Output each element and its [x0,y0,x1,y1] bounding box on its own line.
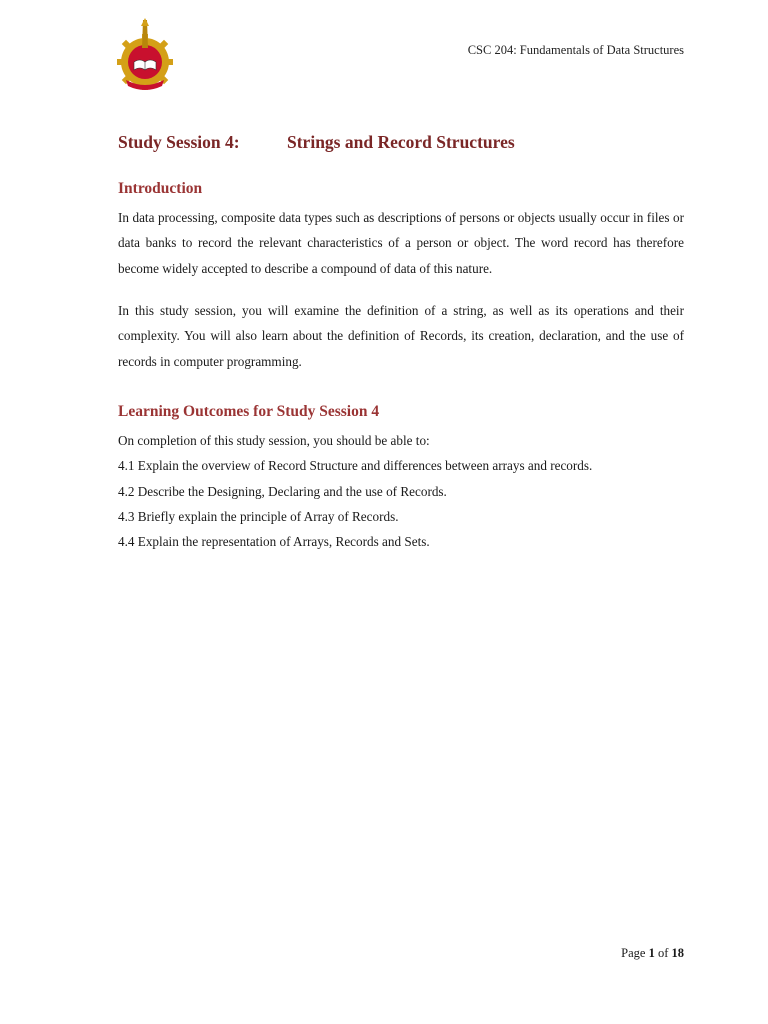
outcome-item: 4.2 Describe the Designing, Declaring and the use of Records. [118,483,447,499]
learning-outcomes-heading: Learning Outcomes for Study Session 4 [118,403,380,420]
of-word: of [657,946,669,960]
session-number: Study Session 4: [118,132,240,152]
page-total: 18 [671,946,684,960]
outcome-item: 4.1 Explain the overview of Record Structure and differences between arrays and records. [118,458,593,474]
outcome-item: 4.4 Explain the representation of Arrays, Records and Sets. [118,534,430,550]
page-current: 1 [648,946,655,960]
page-number-footer [621,946,684,961]
intro-paragraph-1: In data processing, composite data types such as descriptions of persons or objects usually occur in files or data banks to record the relevant characteristics of a person or object. The word record has therefore become widely accepted to describe a compound of data of this nature. [118,210,684,276]
introduction-heading: Introduction [118,180,203,197]
page-word: Page [621,946,646,960]
session-title [118,132,515,153]
outcome-item: 4.3 Briefly explain the principle of Array of Records. [118,508,399,524]
university-crest-logo [114,18,176,92]
running-header-course: CSC 204: Fundamentals of Data Structures [467,43,684,57]
session-title-text: Strings and Record Structures [287,132,515,152]
outcomes-lead: On completion of this study session, you should be able to: [118,433,430,448]
learning-outcomes-list [118,428,684,554]
intro-paragraph-2: In this study session, you will examine the definition of a string, as well as its operations and their complexity. You will also learn about the definition of Records, its creation, declaration, and the use of records in computer programming. [118,303,684,369]
